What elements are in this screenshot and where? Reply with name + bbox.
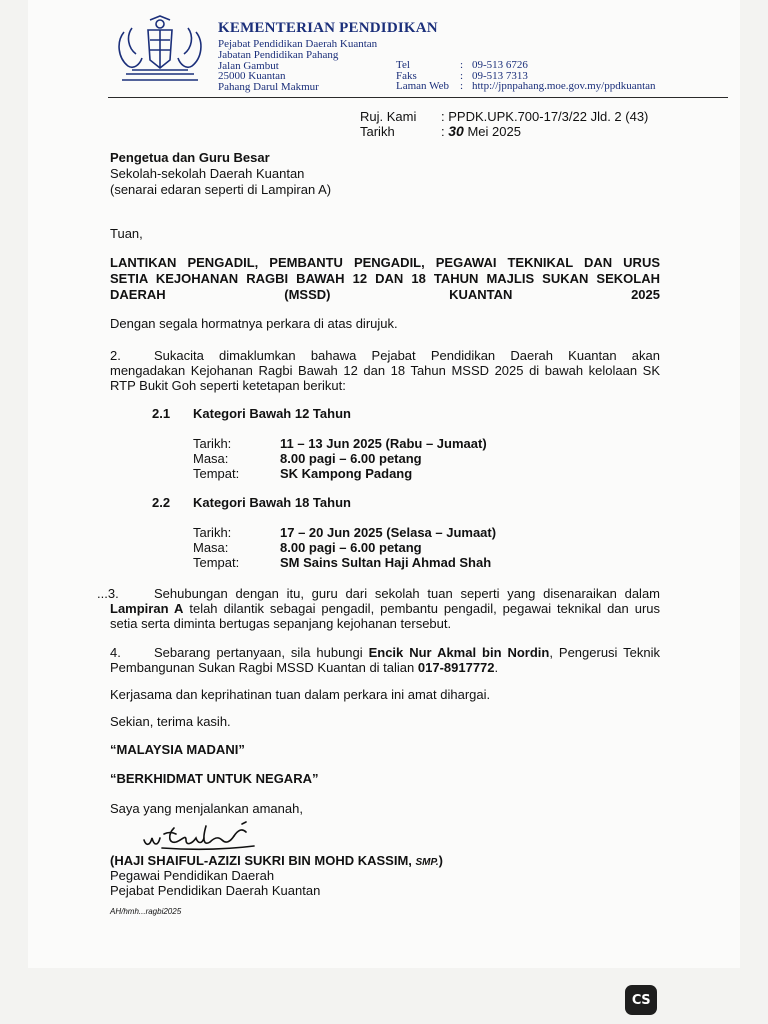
para2-line: Sukacita dimaklumkan bahawa Pejabat Pendidikan Daerah Kuantan akan <box>154 348 660 363</box>
recipient-line: Sekolah-sekolah Daerah Kuantan <box>110 166 305 181</box>
slogan: “BERKHIDMAT UNTUK NEGARA” <box>110 771 319 786</box>
para4-line: Pembangunan Sukan Ragbi MSSD Kuantan di talian 017-8917772. <box>110 660 499 675</box>
contact-phone: 017-8917772 <box>417 660 495 675</box>
contact-colon: : <box>460 59 464 71</box>
para3-line: Lampiran A telah dilantik sebagai pengadil, pembantu pengadil, pegawai teknikal dan urus <box>110 601 661 616</box>
detail-value: SK Kampong Padang <box>280 466 413 481</box>
para3-line: Sehubungan dengan itu, guru dari sekolah tuan seperti yang disenaraikan dalam <box>154 586 660 601</box>
para2-line: mengadakan Kejohanan Ragbi Bawah 12 dan 18 Tahun MSSD 2025 di bawah kelolaan SK <box>110 363 660 378</box>
detail-value: 17 – 20 Jun 2025 (Selasa – Jumaat) <box>280 525 497 540</box>
detail-label: Masa: <box>193 451 229 466</box>
closing-thanks: Sekian, terima kasih. <box>110 714 231 729</box>
slogan: “MALAYSIA MADANI” <box>110 742 245 757</box>
para-number: 2. <box>110 348 121 363</box>
para-number: 4. <box>110 645 121 660</box>
coat-of-arms-icon <box>112 14 208 84</box>
contact-label-tel: Tel <box>396 59 410 71</box>
contact-colon: : <box>460 80 464 92</box>
recipient-line: (senarai edaran seperti di Lampiran A) <box>110 182 332 197</box>
reference-label: Ruj. Kami <box>360 109 417 124</box>
signatory-title: Pegawai Pendidikan Daerah <box>110 868 275 883</box>
category-number: 2.2 <box>152 495 171 510</box>
detail-value: 8.00 pagi – 6.00 petang <box>280 451 422 466</box>
detail-label: Tarikh: <box>193 525 232 540</box>
category-number: 2.1 <box>152 406 171 421</box>
address-line: Pejabat Pendidikan Daerah Kuantan <box>218 38 378 50</box>
letterhead-divider <box>108 97 728 98</box>
para3-line: setia serta diminta bertugas sepanjang kejohanan tersebut. <box>110 616 452 631</box>
address-line: Jabatan Pendidikan Pahang <box>218 49 339 61</box>
category-title: Kategori Bawah 12 Tahun <box>193 406 351 421</box>
detail-value: 8.00 pagi – 6.00 petang <box>280 540 422 555</box>
reference-number: : PPDK.UPK.700-17/3/22 Jld. 2 (43) <box>441 109 649 124</box>
contact-colon: : <box>460 70 464 82</box>
contact-fax: 09-513 7313 <box>472 70 528 82</box>
camscanner-badge-icon: CS <box>625 985 657 1015</box>
para2-line: RTP Bukit Goh seperti ketetapan berikut: <box>110 378 346 393</box>
signature-icon <box>142 820 258 854</box>
category-title: Kategori Bawah 18 Tahun <box>193 495 351 510</box>
contact-website: http://jpnpahang.moe.gov.my/ppdkuantan <box>472 80 656 92</box>
closing-paragraph: Kerjasama dan keprihatinan tuan dalam perkara ini amat dihargai. <box>110 687 491 702</box>
letter-page <box>28 0 740 968</box>
contact-label-fax: Faks <box>396 70 417 82</box>
date-day: 30 <box>448 123 464 139</box>
address-line: 25000 Kuantan <box>218 70 286 82</box>
opening-paragraph: Dengan segala hormatnya perkara di atas dirujuk. <box>110 316 398 331</box>
signatory-office: Pejabat Pendidikan Daerah Kuantan <box>110 883 321 898</box>
contact-label-web: Laman Web <box>396 80 449 92</box>
para4-line: Sebarang pertanyaan, sila hubungi Encik Nur Akmal bin Nordin, Pengerusi Teknik <box>154 645 660 660</box>
address-line: Jalan Gambut <box>218 60 279 72</box>
detail-value: SM Sains Sultan Haji Ahmad Shah <box>280 555 492 570</box>
salutation: Tuan, <box>110 226 143 241</box>
contact-tel: 09-513 6726 <box>472 59 528 71</box>
letter-date: : 30 Mei 2025 <box>441 123 521 139</box>
detail-label: Tempat: <box>193 466 240 481</box>
recipient-name: Pengetua dan Guru Besar <box>110 150 270 165</box>
detail-label: Tarikh: <box>193 436 232 451</box>
signoff-line: Saya yang menjalankan amanah, <box>110 801 303 816</box>
para-number: ...3. <box>97 586 119 601</box>
subject-line: LANTIKAN PENGADIL, PEMBANTU PENGADIL, PEGAWAI TEKNIKAL DAN URUS SETIA KEJOHANAN RAGBI BAWAH 12 DAN 18 TAHUN MAJLIS SUKAN SEKOLAH DAERAH (MSSD) KUANTAN 2025 <box>110 255 660 302</box>
detail-label: Masa: <box>193 540 229 555</box>
address-line: Pahang Darul Makmur <box>218 81 319 93</box>
detail-label: Tempat: <box>193 555 240 570</box>
ministry-title: KEMENTERIAN PENDIDIKAN <box>218 20 438 36</box>
date-label: Tarikh <box>360 124 395 139</box>
signatory-name: (HAJI SHAIFUL-AZIZI SUKRI BIN MOHD KASSIM, SMP.) <box>110 853 444 868</box>
file-reference: AH/hmh...ragbi2025 <box>110 907 182 916</box>
detail-value: 11 – 13 Jun 2025 (Rabu – Jumaat) <box>280 436 487 451</box>
